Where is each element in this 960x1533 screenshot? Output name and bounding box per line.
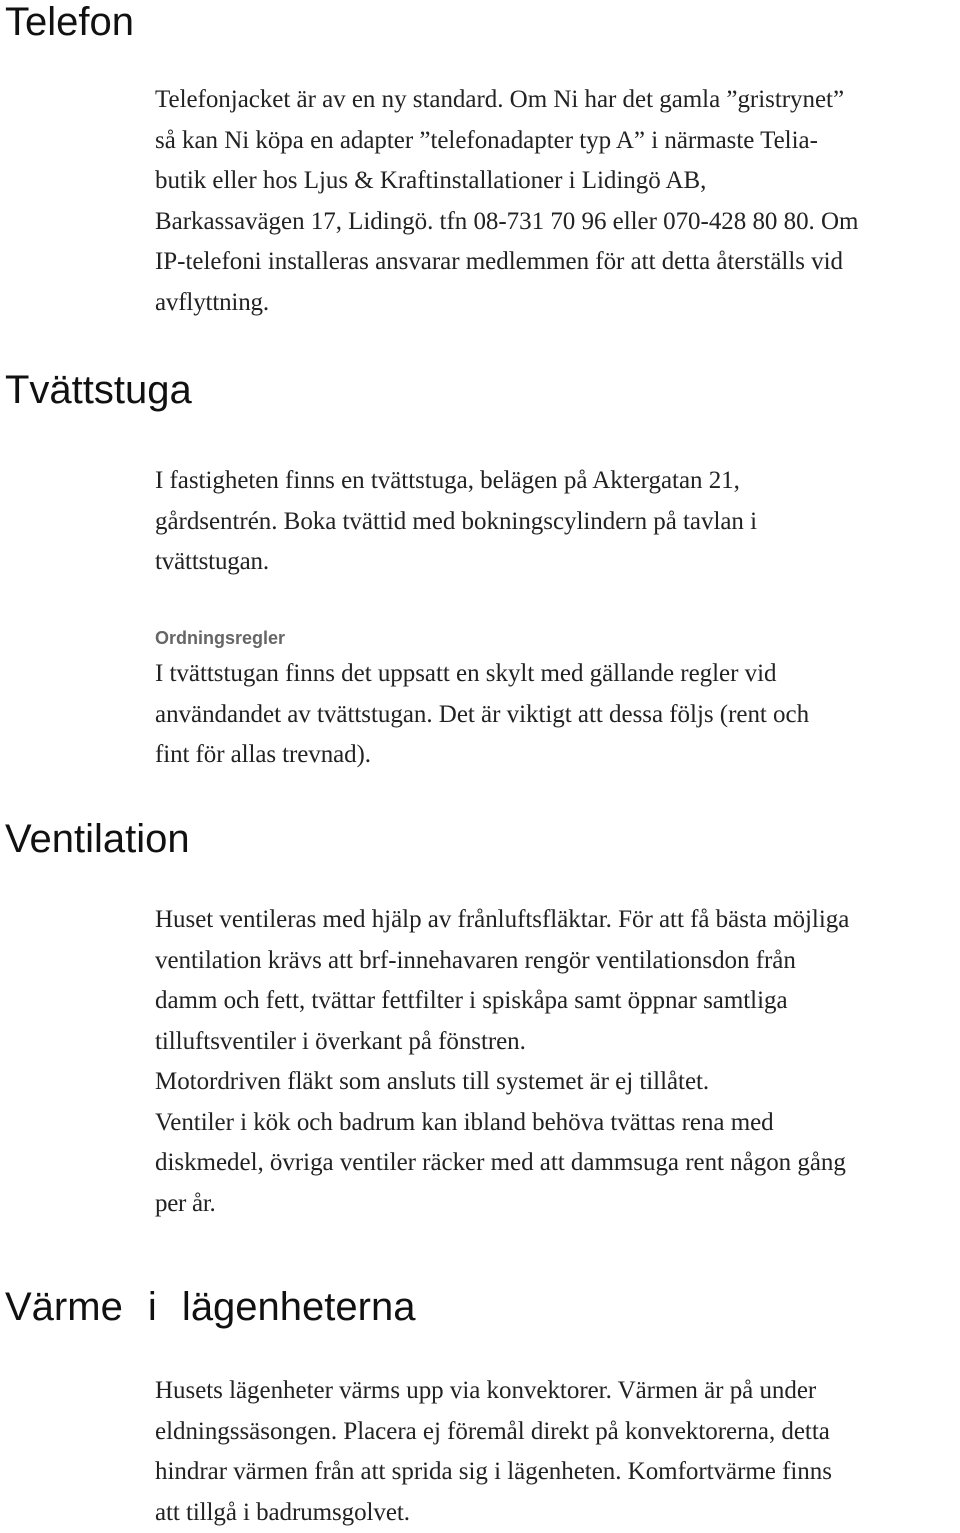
text-line: användandet av tvättstugan. Det är viktigt att dessa följs (rent och [155, 695, 960, 736]
ordningsregler-paragraph [155, 654, 960, 776]
text-line: tilluftsventiler i överkant på fönstren. [155, 1022, 960, 1063]
heading-telefon: Telefon [5, 0, 134, 44]
text-line: Ventiler i kök och badrum kan ibland behöva tvättas rena med [155, 1103, 960, 1144]
text-line: damm och fett, tvättar fettfilter i spiskåpa samt öppnar samtliga [155, 981, 960, 1022]
heading-varme: Värme i lägenheterna [5, 1285, 415, 1329]
heading-tvattstuga: Tvättstuga [5, 368, 192, 412]
text-line: hindrar värmen från att sprida sig i lägenheten. Komfortvärme finns [155, 1452, 960, 1493]
subheading-ordningsregler: Ordningsregler [155, 627, 285, 649]
ventilation-paragraph [155, 900, 960, 1224]
text-line: I fastigheten finns en tvättstuga, belägen på Aktergatan 21, [155, 461, 960, 502]
text-line: Telefonjacket är av en ny standard. Om Ni har det gamla ”gristrynet” [155, 80, 960, 121]
heading-ventilation: Ventilation [5, 817, 190, 861]
text-line: IP-telefoni installeras ansvarar medlemmen för att detta återställs vid [155, 242, 960, 283]
text-line: per år. [155, 1184, 960, 1225]
text-line: Husets lägenheter värms upp via konvektorer. Värmen är på under [155, 1371, 960, 1412]
tvattstuga-paragraph [155, 461, 960, 583]
text-line: gårdsentrén. Boka tvättid med bokningscylindern på tavlan i [155, 502, 960, 543]
text-line: tvättstugan. [155, 542, 960, 583]
text-line: butik eller hos Ljus & Kraftinstallationer i Lidingö AB, [155, 161, 960, 202]
text-line: Motordriven fläkt som ansluts till systemet är ej tillåtet. [155, 1062, 960, 1103]
text-line: eldningssäsongen. Placera ej föremål direkt på konvektorerna, detta [155, 1412, 960, 1453]
text-line: ventilation krävs att brf-innehavaren rengör ventilationsdon från [155, 941, 960, 982]
text-line: fint för allas trevnad). [155, 735, 960, 776]
text-line: diskmedel, övriga ventiler räcker med att dammsuga rent någon gång [155, 1143, 960, 1184]
text-line: I tvättstugan finns det uppsatt en skylt med gällande regler vid [155, 654, 960, 695]
text-line: så kan Ni köpa en adapter ”telefonadapter typ A” i närmaste Telia- [155, 121, 960, 162]
text-line: att tillgå i badrumsgolvet. [155, 1493, 960, 1533]
varme-paragraph [155, 1371, 960, 1533]
text-line: avflyttning. [155, 283, 960, 324]
telefon-paragraph [155, 80, 960, 323]
text-line: Huset ventileras med hjälp av frånluftsfläktar. För att få bästa möjliga [155, 900, 960, 941]
text-line: Barkassavägen 17, Lidingö. tfn 08-731 70 96 eller 070-428 80 80. Om [155, 202, 960, 243]
